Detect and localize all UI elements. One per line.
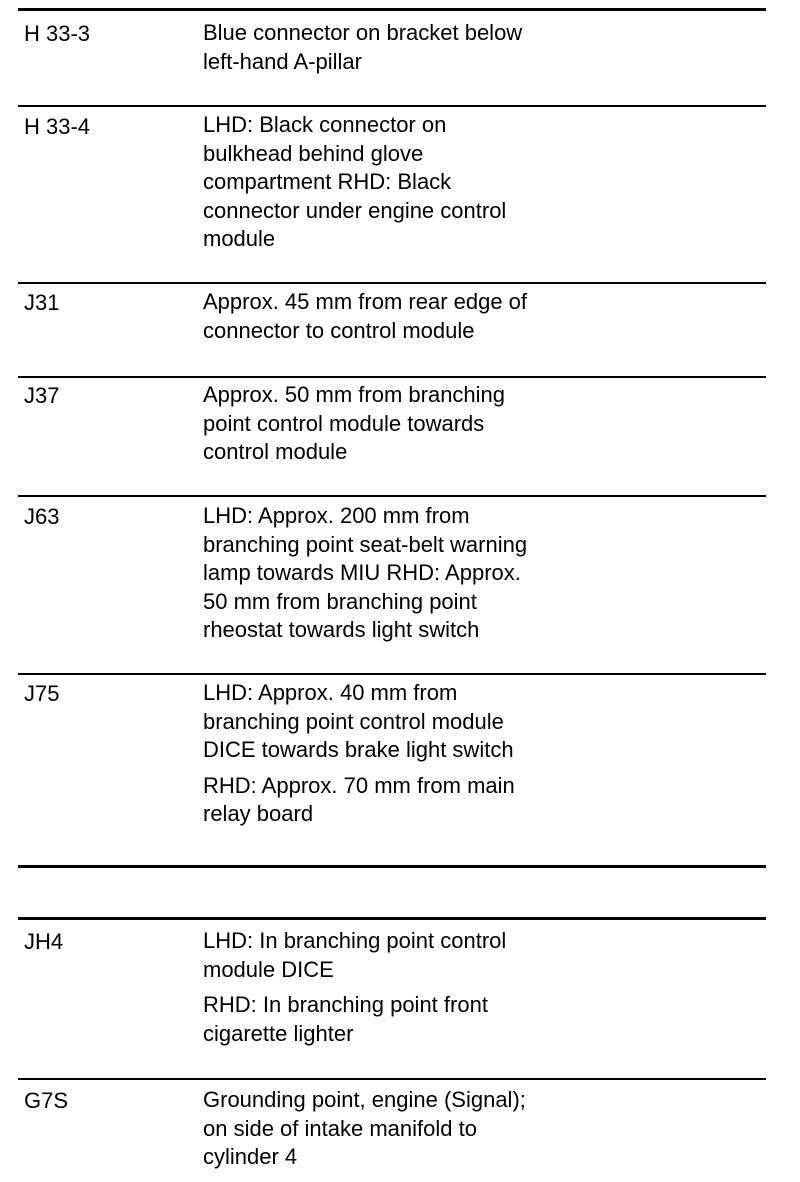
description-line: point control module towards bbox=[203, 410, 485, 436]
description-line: branching point seat-belt warning bbox=[203, 531, 528, 557]
location-description bbox=[203, 927, 723, 1048]
location-description bbox=[203, 381, 723, 467]
description-line: on side of intake manifold to bbox=[203, 1115, 477, 1141]
description-line: Approx. 45 mm from rear edge of bbox=[203, 289, 528, 314]
location-description bbox=[203, 679, 723, 829]
connector-code: H 33-3 bbox=[24, 21, 91, 46]
description-line: Grounding point, engine (Signal); bbox=[203, 1087, 526, 1112]
description-line: RHD: In branching point front bbox=[203, 992, 488, 1017]
top-rule bbox=[18, 8, 766, 11]
paragraph-gap bbox=[203, 765, 723, 772]
description-line: connector under engine control bbox=[203, 197, 507, 223]
description-line: 50 mm from branching point bbox=[203, 588, 477, 614]
location-description bbox=[203, 502, 723, 645]
location-description bbox=[203, 111, 723, 254]
connector-code: J75 bbox=[24, 681, 60, 706]
description-line: Blue connector on bracket below bbox=[203, 20, 523, 45]
section-start-rule bbox=[18, 917, 766, 920]
description-line: cigarette lighter bbox=[203, 1020, 354, 1046]
description-line: RHD: Approx. 70 mm from main bbox=[203, 772, 515, 798]
connector-code: G7S bbox=[24, 1088, 69, 1113]
description-line: LHD: Approx. 40 mm from bbox=[203, 680, 458, 705]
connector-code: J31 bbox=[24, 290, 60, 315]
location-description bbox=[203, 288, 723, 345]
location-description bbox=[203, 1086, 723, 1172]
description-line: compartment RHD: Black bbox=[203, 169, 452, 194]
description-line: control module bbox=[203, 439, 348, 464]
connector-code: J63 bbox=[24, 504, 60, 529]
description-line: lamp towards MIU RHD: Approx. bbox=[203, 560, 521, 585]
description-line: module DICE bbox=[203, 956, 334, 982]
description-line: connector to control module bbox=[203, 317, 475, 343]
description-line: left-hand A-pillar bbox=[203, 48, 362, 74]
row-divider bbox=[18, 282, 766, 284]
description-line: branching point control module bbox=[203, 708, 504, 734]
connector-code: H 33-4 bbox=[24, 114, 91, 139]
description-line: rheostat towards light switch bbox=[203, 617, 480, 642]
description-line: relay board bbox=[203, 801, 314, 826]
row-divider bbox=[18, 105, 766, 107]
description-line: LHD: In branching point control bbox=[203, 928, 507, 953]
description-line: bulkhead behind glove bbox=[203, 140, 424, 166]
location-description bbox=[203, 19, 723, 76]
description-line: Approx. 50 mm from branching bbox=[203, 382, 506, 407]
description-line: cylinder 4 bbox=[203, 1144, 298, 1169]
description-line: LHD: Approx. 200 mm from bbox=[203, 503, 470, 528]
row-divider bbox=[18, 376, 766, 378]
description-line: LHD: Black connector on bbox=[203, 112, 447, 137]
connector-code: J37 bbox=[24, 383, 60, 408]
description-line: DICE towards brake light switch bbox=[203, 737, 514, 762]
paragraph-gap bbox=[203, 984, 723, 991]
connector-code: JH4 bbox=[24, 929, 64, 954]
section-end-rule bbox=[18, 865, 766, 868]
row-divider bbox=[18, 673, 766, 675]
description-line: module bbox=[203, 226, 276, 251]
row-divider bbox=[18, 495, 766, 497]
row-divider bbox=[18, 1078, 766, 1080]
